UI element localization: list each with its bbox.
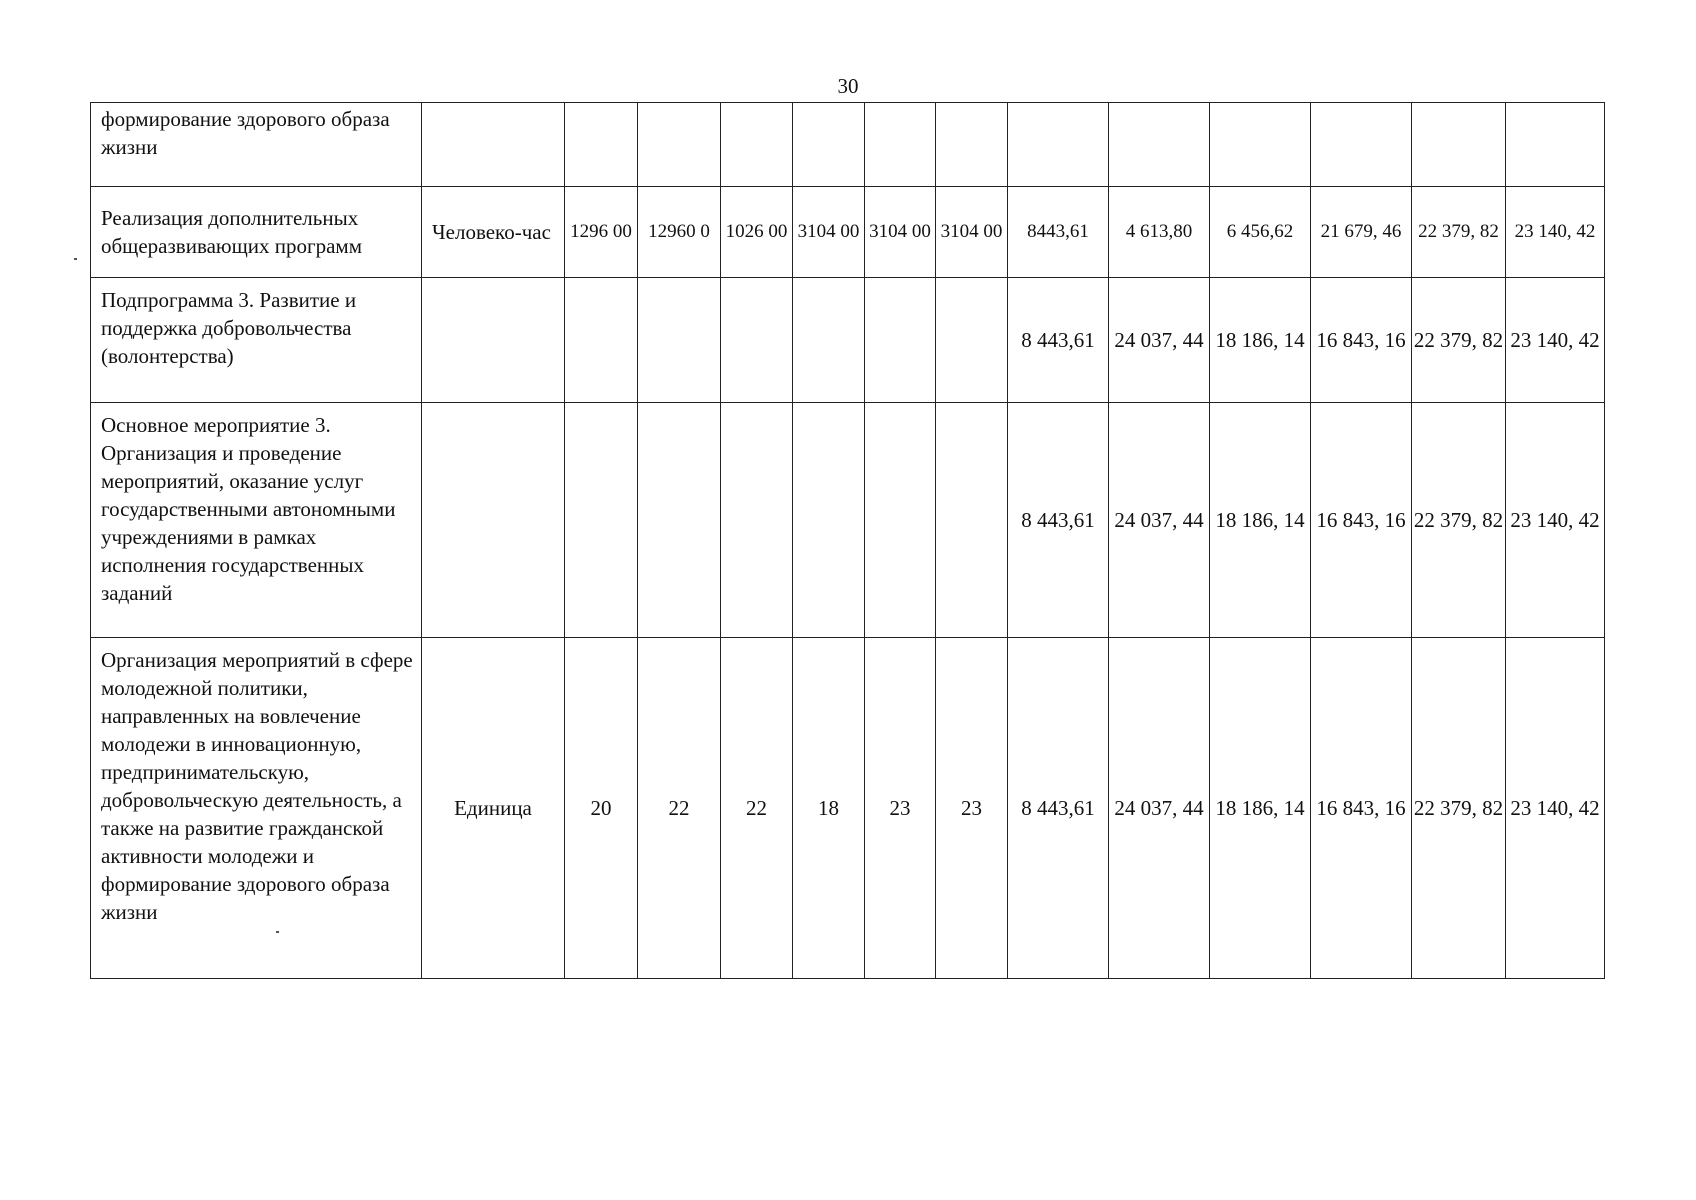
table-cell: 4 613,80 [1109,187,1210,278]
row-unit [422,103,565,187]
table-cell [638,278,721,403]
table-cell [565,403,638,638]
page-number: 30 [837,74,859,98]
row-description: Организация мероприятий в сфере молодежной политики, направленных на вовлечение молодежи в инновационную, предпринимательскую, добровольческую деятельность, а также на развитие гражданской активности молодежи и формирование здорового образа жизни [91,638,422,979]
table-cell: 18 [793,638,865,979]
table-cell: 1026 00 [721,187,793,278]
table-cell: 3104 00 [865,187,936,278]
row-description: Подпрограмма 3. Развитие и поддержка добровольчества (волонтерства) [91,278,422,403]
row-unit: Человеко-час [422,187,565,278]
table-cell [936,403,1008,638]
table-cell: 16 843, 16 [1311,278,1412,403]
table-cell: 24 037, 44 [1109,278,1210,403]
table-cell: 18 186, 14 [1210,278,1311,403]
table-row [91,638,1605,979]
table-cell [638,403,721,638]
row-unit [422,403,565,638]
table-cell: 8 443,61 [1008,403,1109,638]
table-cell: 16 843, 16 [1311,403,1412,638]
table-cell [1210,103,1311,187]
table-cell [793,103,865,187]
table-cell: 23 140, 42 [1506,187,1605,278]
table-cell: 8443,61 [1008,187,1109,278]
table-cell [865,278,936,403]
table-cell [565,103,638,187]
table-cell: 12960 0 [638,187,721,278]
scan-speck [276,931,279,933]
table-cell [865,403,936,638]
table-cell: 23 140, 42 [1506,278,1605,403]
table-cell: 22 379, 82 [1412,638,1506,979]
table-row [91,278,1605,403]
table-cell [1311,103,1412,187]
table-row [91,403,1605,638]
row-description: формирование здорового образа жизни [91,103,422,187]
table-cell: 18 186, 14 [1210,403,1311,638]
program-table [90,102,1605,979]
table-cell [793,278,865,403]
table-cell [1412,103,1506,187]
table-cell: 22 379, 82 [1412,278,1506,403]
row-description: Реализация дополнительных общеразвивающих программ [91,187,422,278]
row-unit: Единица [422,638,565,979]
table-cell: 21 679, 46 [1311,187,1412,278]
table-cell [936,103,1008,187]
table-cell: 8 443,61 [1008,278,1109,403]
table-row [91,103,1605,187]
scan-speck [74,258,77,260]
table-cell: 24 037, 44 [1109,403,1210,638]
table-cell [721,103,793,187]
table-cell: 22 379, 82 [1412,403,1506,638]
table-cell [1109,103,1210,187]
table-cell: 23 [865,638,936,979]
table-cell [865,103,936,187]
table-cell [721,278,793,403]
table-cell [1506,103,1605,187]
row-unit [422,278,565,403]
table-cell: 23 [936,638,1008,979]
table-cell: 3104 00 [793,187,865,278]
table-cell [936,278,1008,403]
table-cell: 6 456,62 [1210,187,1311,278]
table-cell [638,103,721,187]
table-cell [565,278,638,403]
table-cell: 8 443,61 [1008,638,1109,979]
table-cell: 22 [638,638,721,979]
table-cell: 24 037, 44 [1109,638,1210,979]
table-cell: 23 140, 42 [1506,638,1605,979]
table-cell: 23 140, 42 [1506,403,1605,638]
table-cell [721,403,793,638]
table-cell: 18 186, 14 [1210,638,1311,979]
table-cell: 3104 00 [936,187,1008,278]
table-cell: 22 [721,638,793,979]
table-row [91,187,1605,278]
table-cell: 22 379, 82 [1412,187,1506,278]
table-cell: 20 [565,638,638,979]
table-cell: 1296 00 [565,187,638,278]
table-cell: 16 843, 16 [1311,638,1412,979]
table-cell [1008,103,1109,187]
row-description: Основное мероприятие 3. Организация и проведение мероприятий, оказание услуг государственными автономными учреждениями в рамках исполнения государственных заданий [91,403,422,638]
table-cell [793,403,865,638]
